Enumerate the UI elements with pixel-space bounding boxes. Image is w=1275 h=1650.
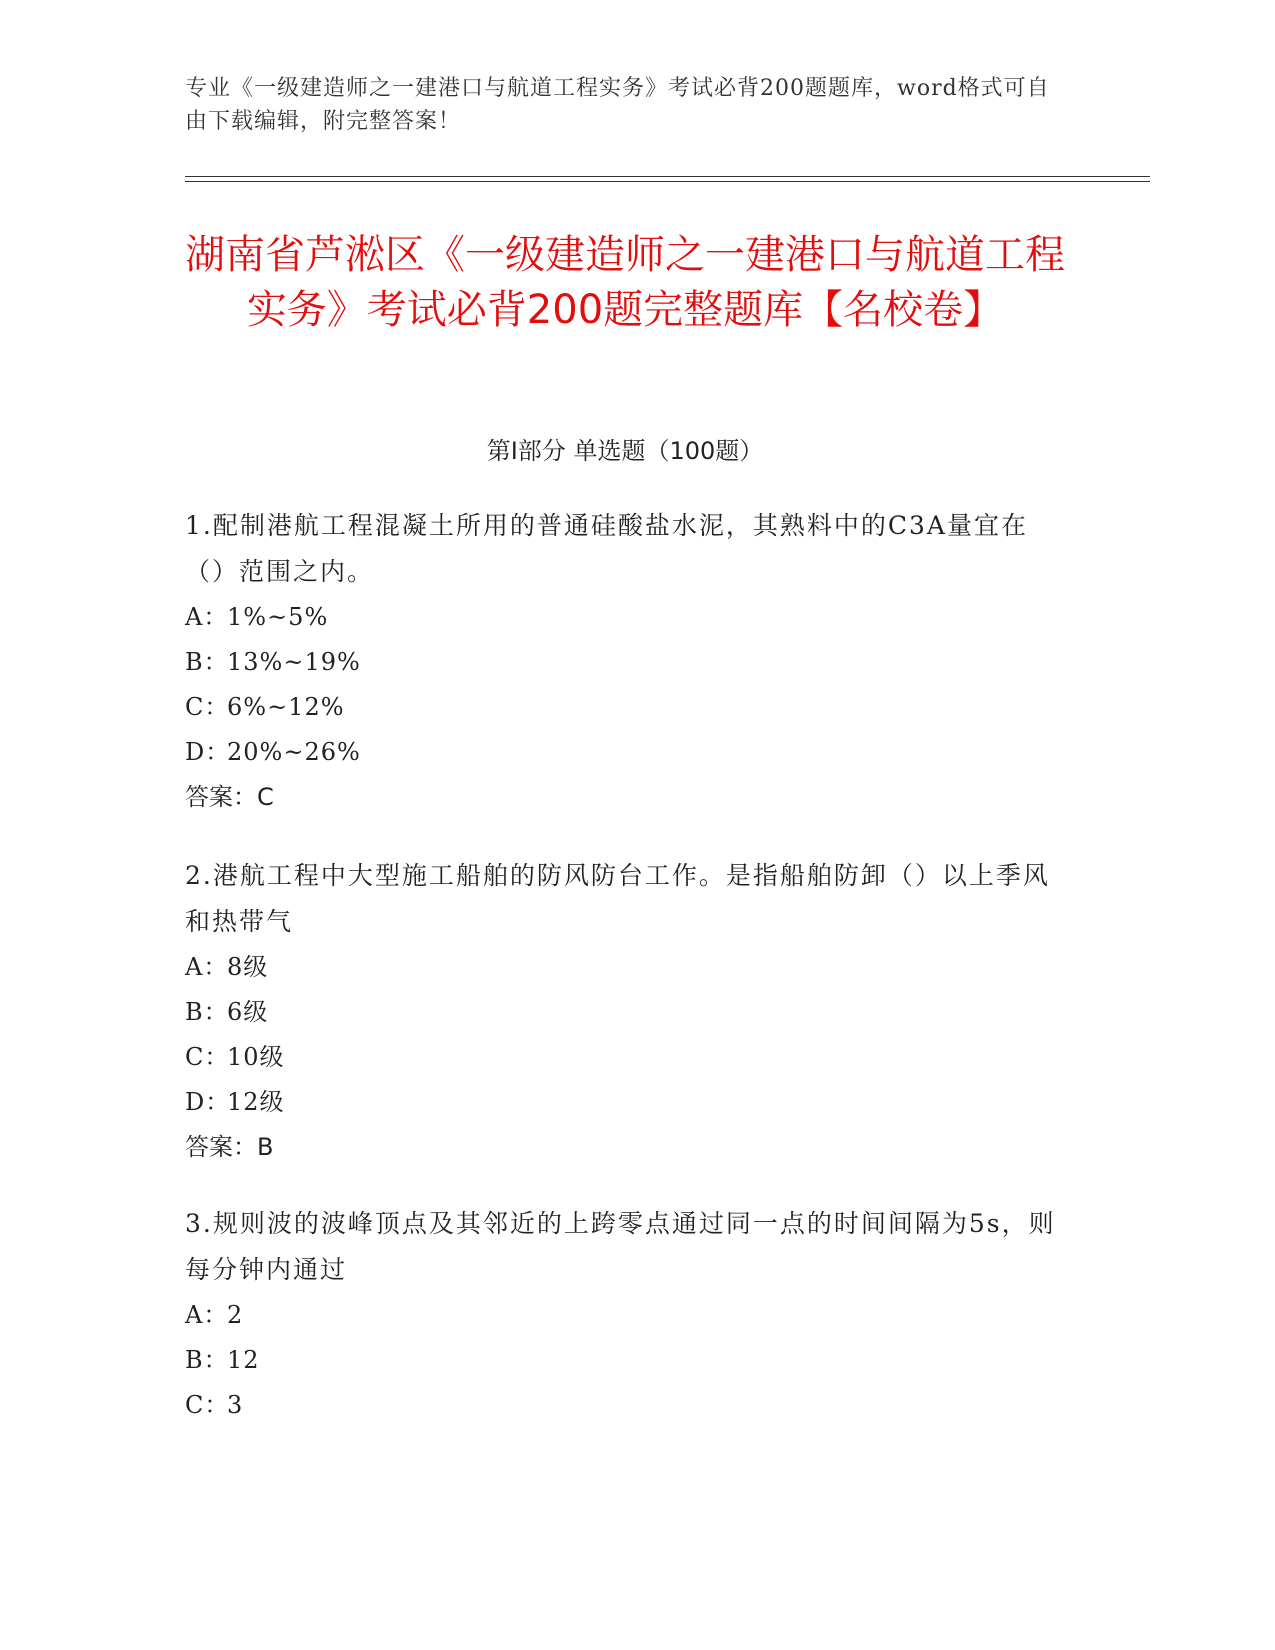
section-title: 第I部分 单选题（100题） (486, 437, 764, 465)
option-d (185, 1080, 1065, 1125)
option-text: 10级 (227, 1043, 285, 1071)
option-text: 2 (227, 1301, 244, 1329)
answer-line (185, 775, 1065, 819)
option-key: C： (185, 693, 230, 721)
question-3 (185, 1201, 1065, 1428)
option-a (185, 595, 1065, 640)
question-stem: 3.规则波的波峰顶点及其邻近的上跨零点通过同一点的时间间隔为5s，则每分钟内通过 (185, 1209, 1056, 1284)
answer-line (185, 1125, 1065, 1169)
option-d (185, 730, 1065, 775)
option-text: 1%~5% (227, 603, 329, 631)
option-key: D： (185, 1088, 231, 1116)
option-text: 20%~26% (227, 738, 361, 766)
header-divider (185, 176, 1150, 182)
document-title: 湖南省芦淞区《一级建造师之一建港口与航道工程实务》考试必背200题完整题库【名校卷】 (185, 232, 1065, 333)
answer-value: C (257, 783, 274, 811)
answer-value: B (257, 1133, 274, 1161)
option-key: B： (185, 648, 229, 676)
answer-label: 答案： (185, 783, 257, 811)
option-text: 13%~19% (227, 648, 361, 676)
question-stem: 2.港航工程中大型施工船舶的防风防台工作。是指船舶防卸（）以上季风和热带气 (185, 861, 1050, 936)
option-a (185, 1293, 1065, 1338)
option-text: 8级 (227, 953, 269, 981)
option-key: A： (185, 953, 229, 981)
option-b (185, 990, 1065, 1035)
question-stem: 1.配制港航工程混凝土所用的普通硅酸盐水泥，其熟料中的C3A量宜在（）范围之内。 (185, 511, 1028, 586)
option-c (185, 685, 1065, 730)
option-key: A： (185, 1301, 229, 1329)
option-b (185, 640, 1065, 685)
option-text: 12级 (227, 1088, 285, 1116)
option-key: C： (185, 1043, 230, 1071)
option-key: A： (185, 603, 229, 631)
option-key: B： (185, 1346, 229, 1374)
question-1 (185, 503, 1065, 819)
option-key: B： (185, 998, 229, 1026)
option-a (185, 945, 1065, 990)
option-c (185, 1383, 1065, 1428)
option-text: 6级 (227, 998, 269, 1026)
header-note: 专业《一级建造师之一建港口与航道工程实务》考试必背200题题库，word格式可自由下载编辑，附完整答案！ (185, 76, 1050, 134)
divider-line-top (185, 176, 1150, 177)
option-c (185, 1035, 1065, 1080)
option-text: 6%~12% (227, 693, 345, 721)
divider-line-bottom (185, 181, 1150, 182)
option-text: 12 (227, 1346, 260, 1374)
question-2 (185, 853, 1065, 1169)
answer-label: 答案： (185, 1133, 257, 1161)
option-text: 3 (227, 1391, 244, 1419)
option-b (185, 1338, 1065, 1383)
option-key: D： (185, 738, 231, 766)
option-key: C： (185, 1391, 230, 1419)
